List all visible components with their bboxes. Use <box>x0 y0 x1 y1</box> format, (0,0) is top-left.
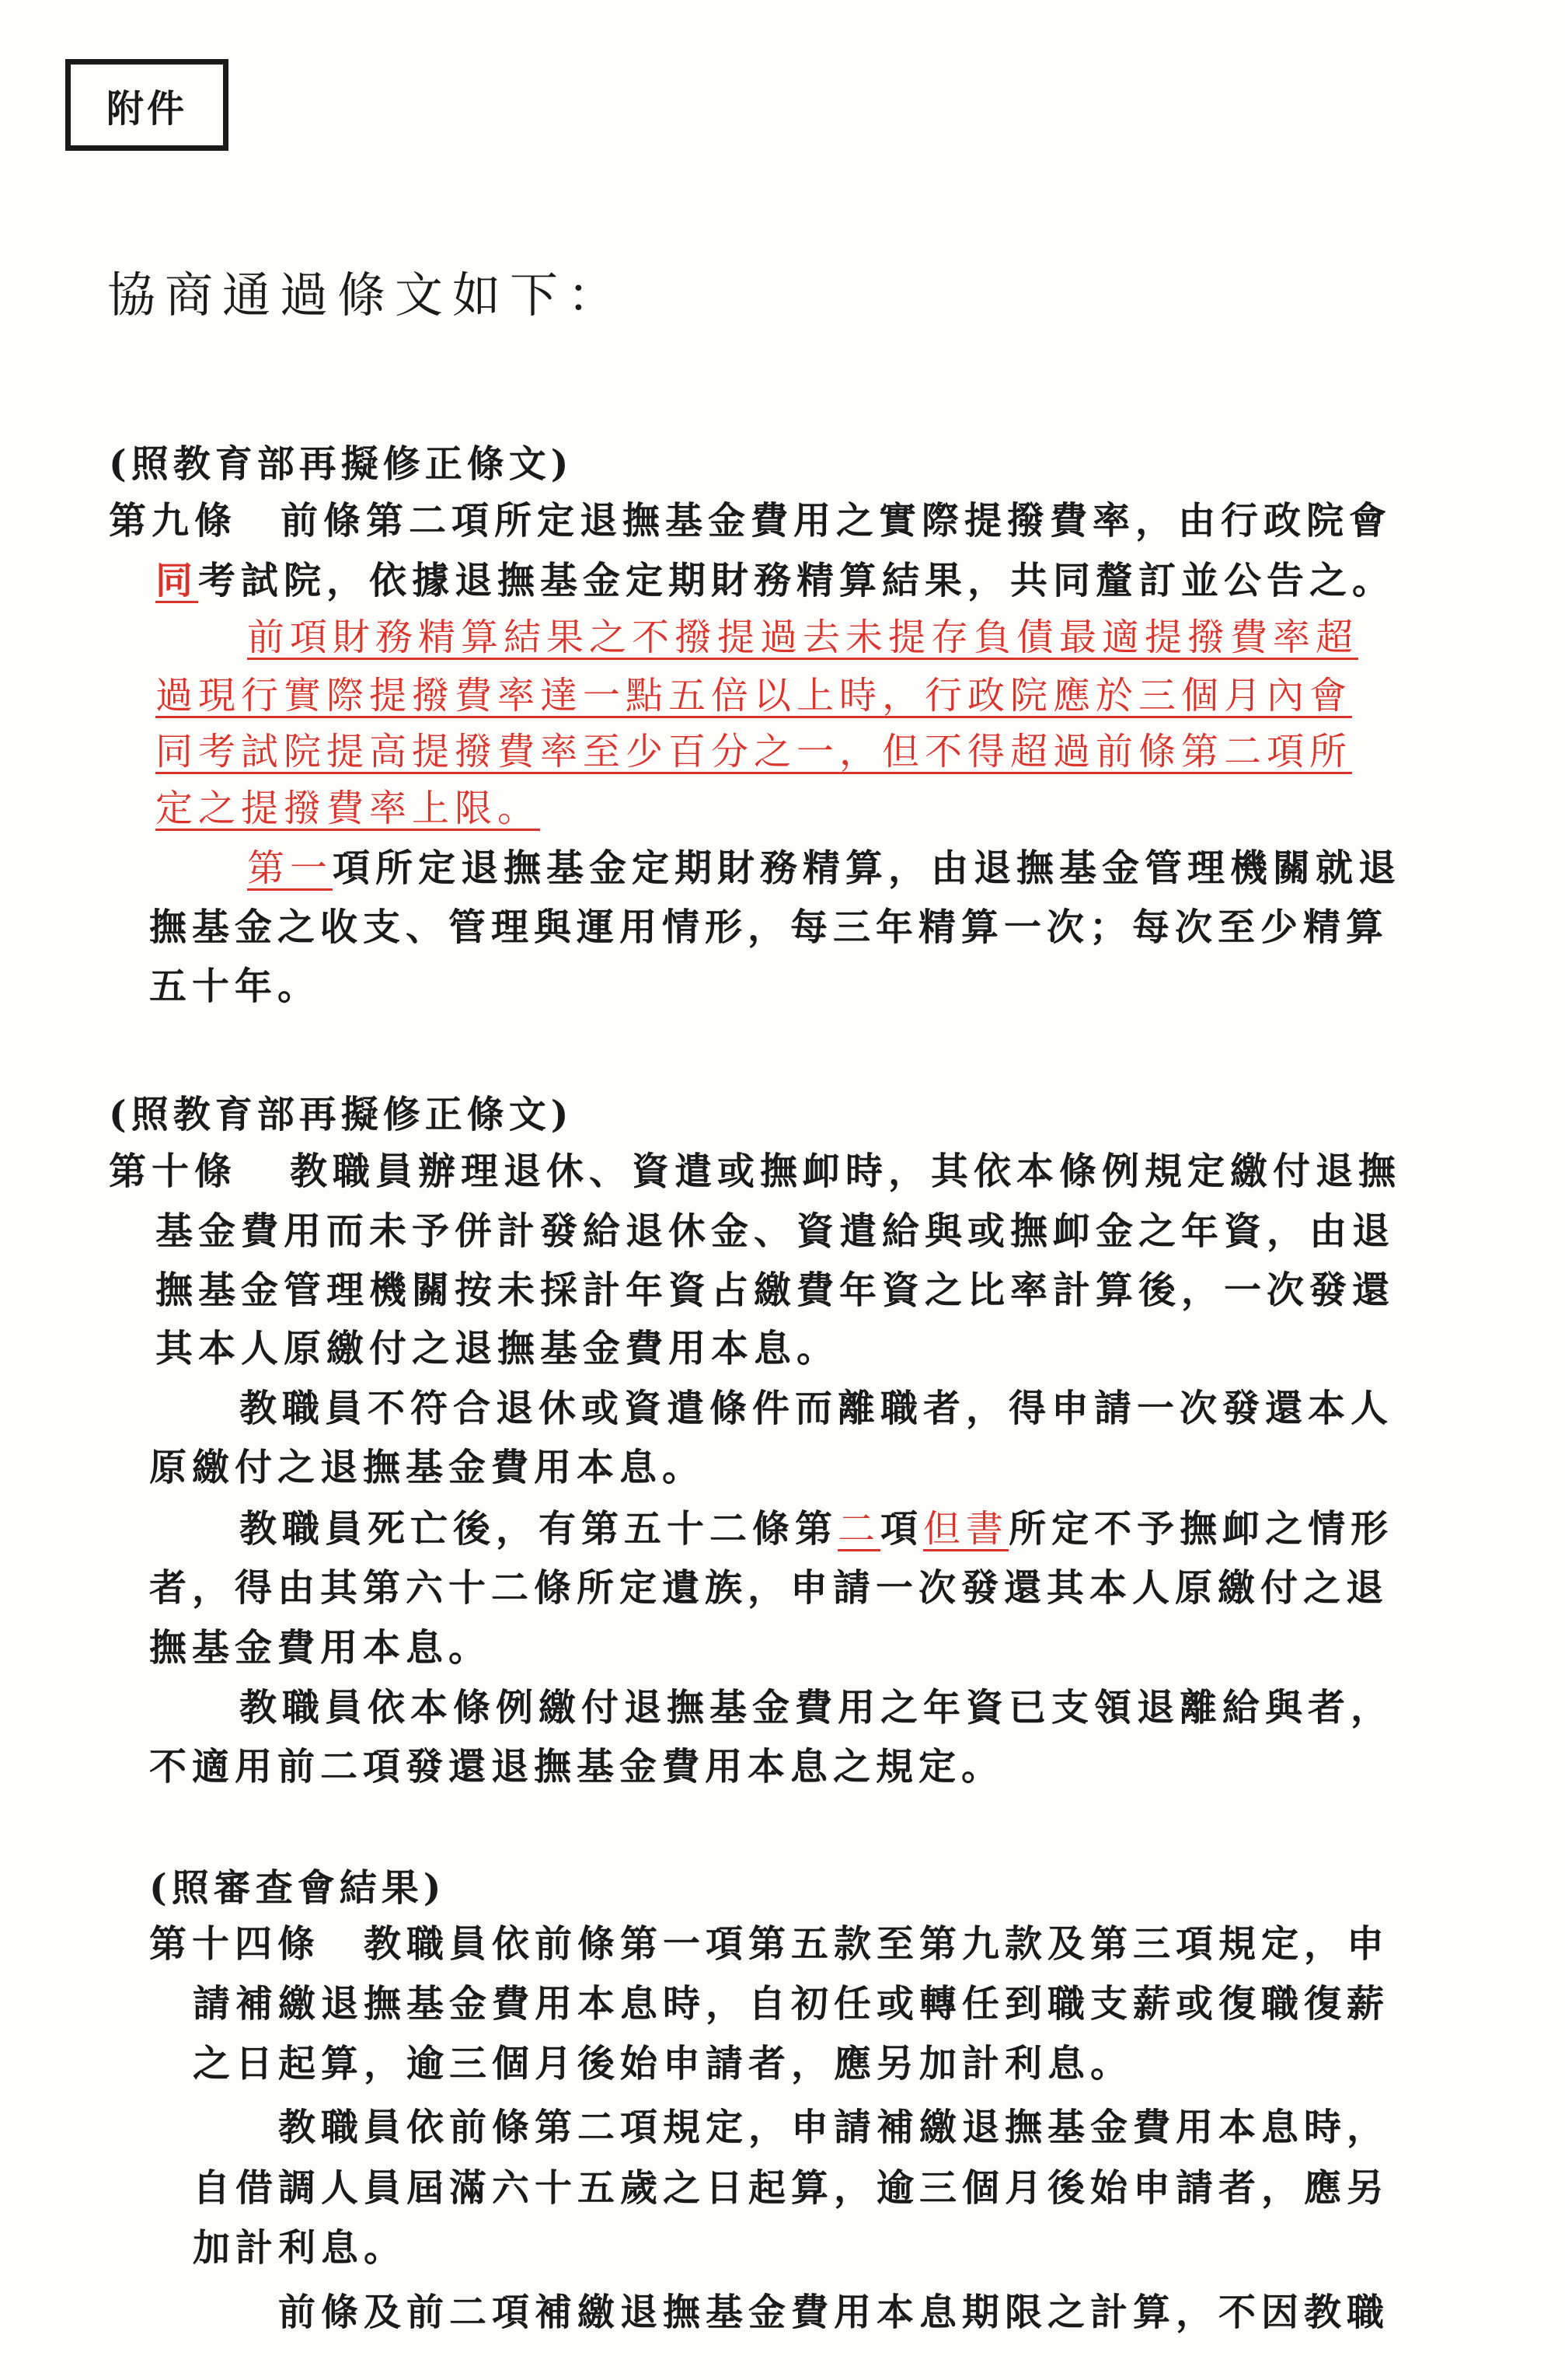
article-9-added-para-line-2: 過現行實際提撥費率達一點五倍以上時，行政院應於三個月內會 <box>155 674 1353 717</box>
article-9-line-1: 第九條 前條第二項所定退撫基金費用之實際提撥費率，由行政院會 <box>109 499 1392 543</box>
article-10-para-4-line-2: 不適用前二項發還退撫基金費用本息之規定。 <box>149 1745 1005 1788</box>
article-10-note: (照教育部再擬修正條文) <box>109 1093 573 1136</box>
article-10-para-4-line-1: 教職員依本條例繳付退撫基金費用之年資已支領退離給與者， <box>239 1686 1394 1729</box>
article-10-amended-item-number: 二 <box>838 1507 881 1551</box>
article-14-line-1: 第十四條 教職員依前條第一項第五款至第九款及第三項規定，申 <box>149 1922 1390 1966</box>
article-9-heading: 第九條 <box>109 499 238 543</box>
article-10-para-2-line-2: 原繳付之退撫基金費用本息。 <box>149 1446 706 1489</box>
article-14-note: (照審查會結果) <box>149 1866 446 1910</box>
article-14-line-2: 請補繳退撫基金費用本息時，自初任或轉任到職支薪或復職復薪 <box>193 1982 1390 2026</box>
article-9-added-para-line-4: 定之提撥費率上限。 <box>155 787 541 830</box>
article-9-line-2: 同考試院，依據退撫基金定期財務精算結果，共同釐訂並公告之。 <box>155 559 1396 602</box>
article-9-para-3-line-3: 五十年。 <box>149 965 321 1008</box>
article-10-para-3-line-1: 教職員死亡後，有第五十二條第二項但書所定不予撫卹之情形 <box>239 1507 1394 1551</box>
article-10-line-4: 其本人原繳付之退撫基金費用本息。 <box>155 1327 840 1370</box>
article-9-note: (照教育部再擬修正條文) <box>109 442 573 486</box>
document-title: 協商通過條文如下： <box>107 267 626 323</box>
article-14-para-2-line-1: 教職員依前條第二項規定，申請補繳退撫基金費用本息時， <box>278 2106 1390 2149</box>
article-14-line-3: 之日起算，逾三個月後始申請者，應另加計利息。 <box>193 2042 1134 2085</box>
article-9-added-para-line-1: 前項財務精算結果之不撥提過去未提存負債最適提撥費率超 <box>247 616 1359 659</box>
article-10-para-3-line-3: 撫基金費用本息。 <box>149 1626 492 1670</box>
article-10-line-3: 撫基金管理機關按未採計年資占繳費年資之比率計算後，一次發還 <box>155 1269 1396 1312</box>
article-10-line-1: 第十條 教職員辦理退休、資遣或撫卹時，其依本條例規定繳付退撫 <box>109 1150 1402 1193</box>
article-9-added-para-line-3: 同考試院提高提撥費率至少百分之一，但不得超過前條第二項所 <box>155 730 1353 773</box>
article-14-para-2-line-2: 自借調人員屆滿六十五歲之日起算，逾三個月後始申請者，應另 <box>193 2166 1390 2210</box>
article-9-para-3-line-2: 撫基金之收支、管理與運用情形，每三年精算一次；每次至少精算 <box>149 906 1389 949</box>
article-10-heading: 第十條 <box>109 1150 238 1193</box>
article-10-para-2-line-1: 教職員不符合退休或資遣條件而離職者，得申請一次發還本人 <box>239 1387 1394 1430</box>
article-10-para-3-line-2: 者，得由其第六十二條所定遺族，申請一次發還其本人原繳付之退 <box>149 1566 1389 1610</box>
article-14-para-2-line-3: 加計利息。 <box>193 2226 407 2270</box>
attachment-label: 附件 <box>106 86 187 131</box>
article-14-para-3-line-1: 前條及前二項補繳退撫基金費用本息期限之計算，不因教職 <box>278 2291 1390 2334</box>
article-9-amended-item-ref: 第一 <box>247 846 333 890</box>
article-14-heading: 第十四條 <box>149 1922 321 1966</box>
article-10-amended-proviso: 但書 <box>923 1507 1009 1551</box>
attachment-label-box <box>65 59 228 151</box>
article-10-line-2: 基金費用而未予併計發給退休金、資遣給與或撫卹金之年資，由退 <box>155 1209 1396 1253</box>
article-9-amended-word: 同 <box>155 559 199 602</box>
article-9-para-3-line-1: 第一項所定退撫基金定期財務精算，由退撫基金管理機關就退 <box>247 846 1402 890</box>
